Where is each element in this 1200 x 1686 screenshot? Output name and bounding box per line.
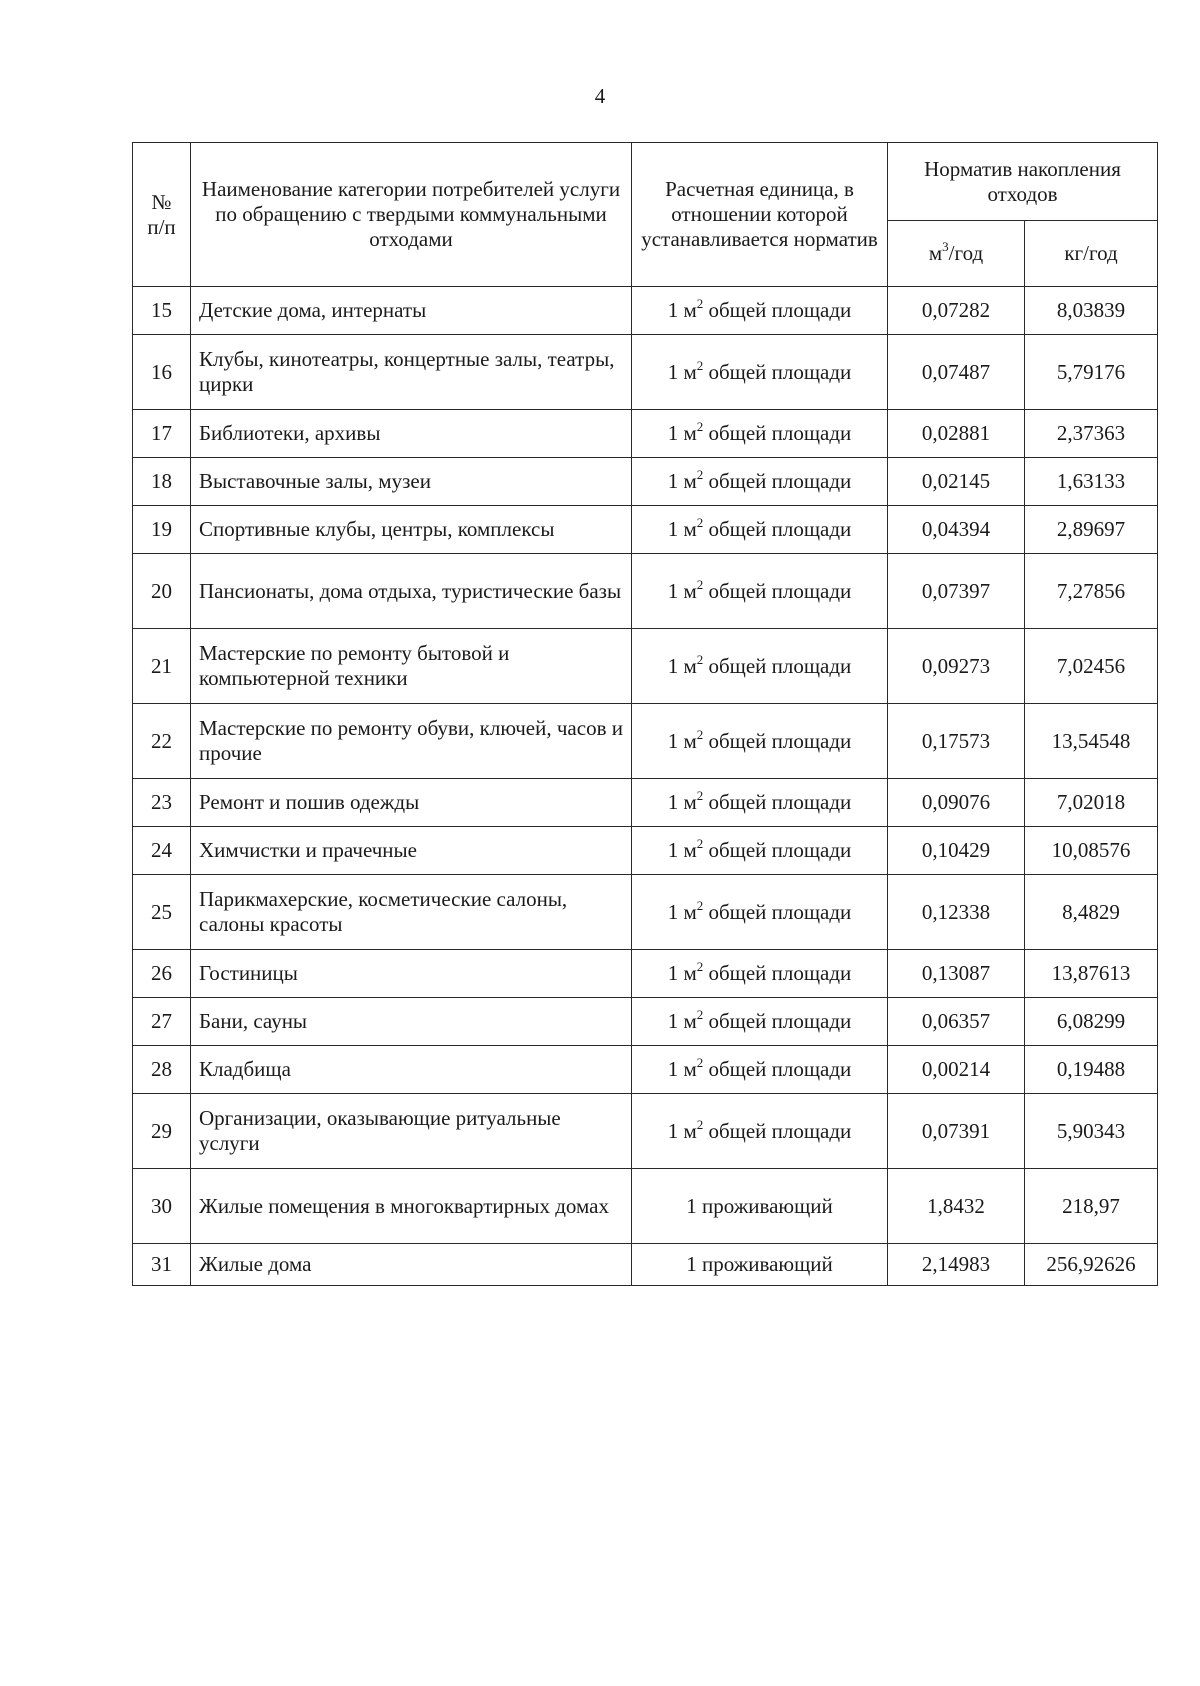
row-m3-per-year: 0,13087 (888, 950, 1025, 998)
header-kg-per-year: кг/год (1025, 221, 1158, 287)
row-number: 26 (133, 950, 191, 998)
row-unit: 1 $м^2$ общей площади (632, 704, 888, 779)
row-unit: 1 проживающий (632, 1169, 888, 1244)
row-m3-per-year: 0,10429 (888, 827, 1025, 875)
table-body (133, 287, 1158, 1286)
row-category: Бани, сауны (191, 998, 632, 1046)
row-kg-per-year: 13,54548 (1025, 704, 1158, 779)
table-row (133, 827, 1158, 875)
row-kg-per-year: 8,03839 (1025, 287, 1158, 335)
row-category: Парикмахерские, косметические салоны, салоны красоты (191, 875, 632, 950)
row-category: Мастерские по ремонту обуви, ключей, часов и прочие (191, 704, 632, 779)
table-row (133, 779, 1158, 827)
row-unit: 1 $м^2$ общей площади (632, 875, 888, 950)
row-kg-per-year: 218,97 (1025, 1169, 1158, 1244)
row-number: 25 (133, 875, 191, 950)
row-kg-per-year: 1,63133 (1025, 458, 1158, 506)
row-category: Пансионаты, дома отдыха, туристические базы (191, 554, 632, 629)
row-category: Клубы, кинотеатры, концертные залы, театры, цирки (191, 335, 632, 410)
row-number: 29 (133, 1094, 191, 1169)
table-row (133, 410, 1158, 458)
header-unit: Расчетная единица, в отношении которой устанавливается норматив (632, 143, 888, 287)
row-category: Организации, оказывающие ритуальные услуги (191, 1094, 632, 1169)
row-number: 20 (133, 554, 191, 629)
row-number: 30 (133, 1169, 191, 1244)
row-unit: 1 $м^2$ общей площади (632, 287, 888, 335)
row-number: 18 (133, 458, 191, 506)
row-m3-per-year: 0,09076 (888, 779, 1025, 827)
table-row (133, 287, 1158, 335)
table-row (133, 998, 1158, 1046)
table-row (133, 1169, 1158, 1244)
table-row (133, 554, 1158, 629)
header-m3-per-year: $м^3$/год (888, 221, 1025, 287)
row-m3-per-year: 0,07487 (888, 335, 1025, 410)
row-number: 23 (133, 779, 191, 827)
table-row (133, 1094, 1158, 1169)
row-unit: 1 $м^2$ общей площади (632, 998, 888, 1046)
row-category: Детские дома, интернаты (191, 287, 632, 335)
row-m3-per-year: 0,07391 (888, 1094, 1025, 1169)
table-row (133, 1046, 1158, 1094)
row-number: 17 (133, 410, 191, 458)
row-category: Спортивные клубы, центры, комплексы (191, 506, 632, 554)
row-unit: 1 $м^2$ общей площади (632, 506, 888, 554)
row-m3-per-year: 0,17573 (888, 704, 1025, 779)
row-number: 15 (133, 287, 191, 335)
row-m3-per-year: 0,07397 (888, 554, 1025, 629)
table-row (133, 335, 1158, 410)
row-kg-per-year: 5,90343 (1025, 1094, 1158, 1169)
row-m3-per-year: 0,02881 (888, 410, 1025, 458)
row-kg-per-year: 13,87613 (1025, 950, 1158, 998)
row-category: Жилые помещения в многоквартирных домах (191, 1169, 632, 1244)
table-row (133, 506, 1158, 554)
row-m3-per-year: 0,07282 (888, 287, 1025, 335)
row-m3-per-year: 0,12338 (888, 875, 1025, 950)
row-m3-per-year: 0,04394 (888, 506, 1025, 554)
row-number: 28 (133, 1046, 191, 1094)
row-number: 19 (133, 506, 191, 554)
table-row (133, 629, 1158, 704)
row-m3-per-year: 1,8432 (888, 1169, 1025, 1244)
row-number: 21 (133, 629, 191, 704)
row-kg-per-year: 256,92626 (1025, 1244, 1158, 1286)
row-unit: 1 $м^2$ общей площади (632, 629, 888, 704)
row-m3-per-year: 0,09273 (888, 629, 1025, 704)
row-unit: 1 $м^2$ общей площади (632, 458, 888, 506)
row-category: Гостиницы (191, 950, 632, 998)
row-category: Кладбища (191, 1046, 632, 1094)
row-number: 27 (133, 998, 191, 1046)
table-row (133, 704, 1158, 779)
row-unit: 1 $м^2$ общей площади (632, 335, 888, 410)
page-number: 4 (594, 84, 606, 108)
row-kg-per-year: 7,02456 (1025, 629, 1158, 704)
row-unit: 1 $м^2$ общей площади (632, 554, 888, 629)
row-unit: 1 $м^2$ общей площади (632, 410, 888, 458)
row-unit: 1 проживающий (632, 1244, 888, 1286)
table-row (133, 458, 1158, 506)
row-unit: 1 $м^2$ общей площади (632, 827, 888, 875)
row-number: 16 (133, 335, 191, 410)
row-number: 24 (133, 827, 191, 875)
header-category: Наименование категории потребителей услуги по обращению с твердыми коммунальными отходами (191, 143, 632, 287)
row-m3-per-year: 0,06357 (888, 998, 1025, 1046)
table-row (133, 1244, 1158, 1286)
row-unit: 1 $м^2$ общей площади (632, 950, 888, 998)
row-kg-per-year: 6,08299 (1025, 998, 1158, 1046)
row-unit: 1 $м^2$ общей площади (632, 1046, 888, 1094)
row-kg-per-year: 0,19488 (1025, 1046, 1158, 1094)
header-norm-group: Норматив накопления отходов (888, 143, 1158, 221)
table-row (133, 950, 1158, 998)
row-category: Выставочные залы, музеи (191, 458, 632, 506)
row-kg-per-year: 8,4829 (1025, 875, 1158, 950)
row-category: Библиотеки, архивы (191, 410, 632, 458)
row-category: Химчистки и прачечные (191, 827, 632, 875)
row-number: 31 (133, 1244, 191, 1286)
row-m3-per-year: 0,00214 (888, 1046, 1025, 1094)
row-kg-per-year: 2,89697 (1025, 506, 1158, 554)
row-category: Жилые дома (191, 1244, 632, 1286)
row-m3-per-year: 0,02145 (888, 458, 1025, 506)
header-number: № п/п (133, 143, 191, 287)
waste-norms-table (132, 142, 1158, 1286)
row-unit: 1 $м^2$ общей площади (632, 779, 888, 827)
table-header (133, 143, 1158, 287)
row-kg-per-year: 7,02018 (1025, 779, 1158, 827)
row-kg-per-year: 10,08576 (1025, 827, 1158, 875)
row-number: 22 (133, 704, 191, 779)
row-kg-per-year: 5,79176 (1025, 335, 1158, 410)
row-unit: 1 $м^2$ общей площади (632, 1094, 888, 1169)
row-category: Мастерские по ремонту бытовой и компьютерной техники (191, 629, 632, 704)
row-m3-per-year: 2,14983 (888, 1244, 1025, 1286)
table-row (133, 875, 1158, 950)
row-kg-per-year: 7,27856 (1025, 554, 1158, 629)
row-category: Ремонт и пошив одежды (191, 779, 632, 827)
row-kg-per-year: 2,37363 (1025, 410, 1158, 458)
